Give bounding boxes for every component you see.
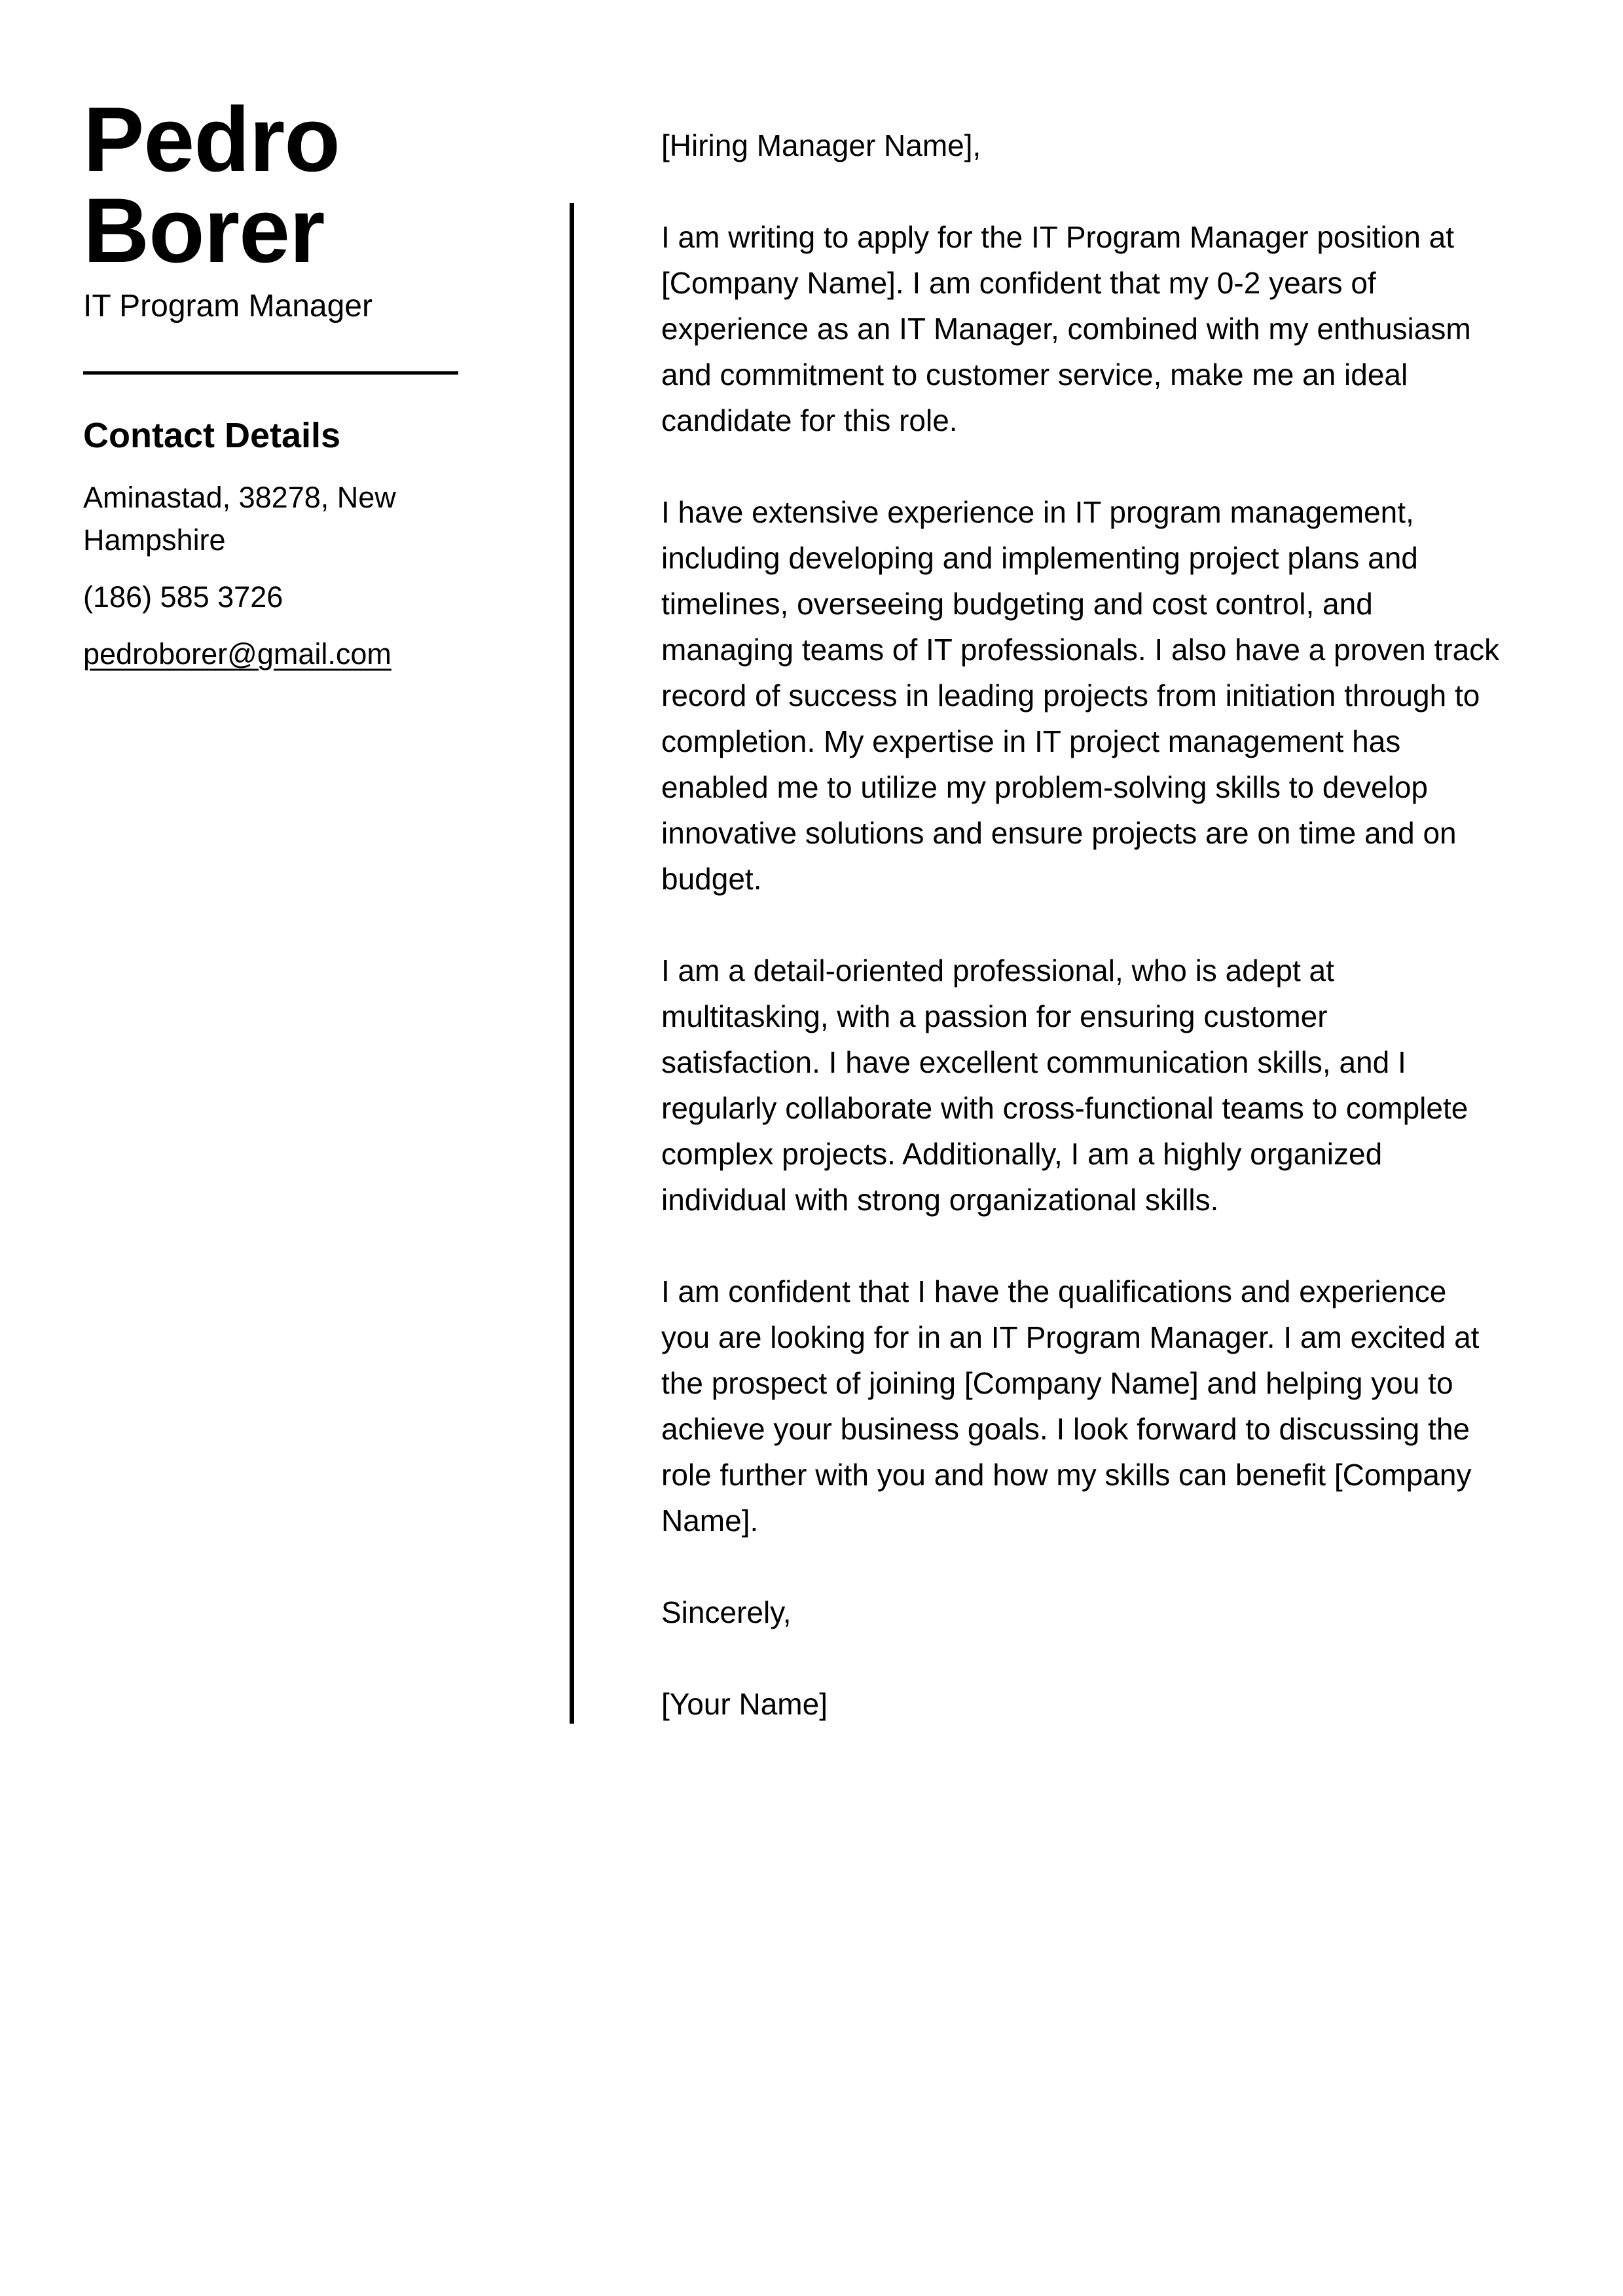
candidate-name [83, 88, 502, 282]
contact-section [83, 476, 502, 690]
contact-email [83, 633, 502, 675]
vertical-divider [570, 203, 574, 1724]
letter-greeting: [Hiring Manager Name], [661, 128, 981, 162]
letter-closing: Sincerely, [661, 1595, 792, 1629]
candidate-first-name: Pedro [83, 88, 340, 191]
contact-address [83, 476, 502, 561]
job-title: IT Program Manager [83, 289, 373, 324]
email-link[interactable]: pedroborer@gmail.com [83, 637, 392, 671]
letter-body [661, 122, 1512, 1773]
candidate-last-name: Borer [83, 179, 325, 282]
contact-details-heading: Contact Details [83, 416, 341, 455]
letter-paragraph-2: I have extensive experience in IT program management, including developing and implementing project plans and timelines, overseeing budgeting and cost control, and managing teams of IT professionals. I also have a proven track record of success in leading projects from initiation through to completion. My expertise in IT project management has enabled me to utilize my problem-solving skills to develop innovative solutions and ensure projects are on time and on budget. [661, 495, 1500, 896]
letter-signature: [Your Name] [661, 1687, 828, 1721]
letter-paragraph-3: I am a detail-oriented professional, who is adept at multitasking, with a passion for ensuring customer satisfaction. I have excellent communication skills, and I regularly collaborate with cross-functional teams to complete complex projects. Additionally, I am a highly organized individual with strong organizational skills. [661, 954, 1468, 1217]
contact-address-line: Aminastad, 38278, New [83, 481, 396, 514]
horizontal-divider [83, 371, 458, 375]
contact-phone: (186) 585 3726 [83, 580, 283, 614]
contact-address-line: Hampshire [83, 523, 226, 557]
letter-paragraph-4: I am confident that I have the qualifications and experience you are looking for in an IT Program Manager. I am excited at the prospect of joining [Company Name] and helping you to achieve your business goals. I look forward to discussing the role further with you and how my skills can benefit [Company Name]. [661, 1274, 1480, 1538]
letter-paragraph-1: I am writing to apply for the IT Program Manager position at [Company Name]. I am confident that my 0-2 years of experience as an IT Manager, combined with my enthusiasm and commitment to customer service, make me an ideal candidate for this role. [661, 220, 1471, 437]
